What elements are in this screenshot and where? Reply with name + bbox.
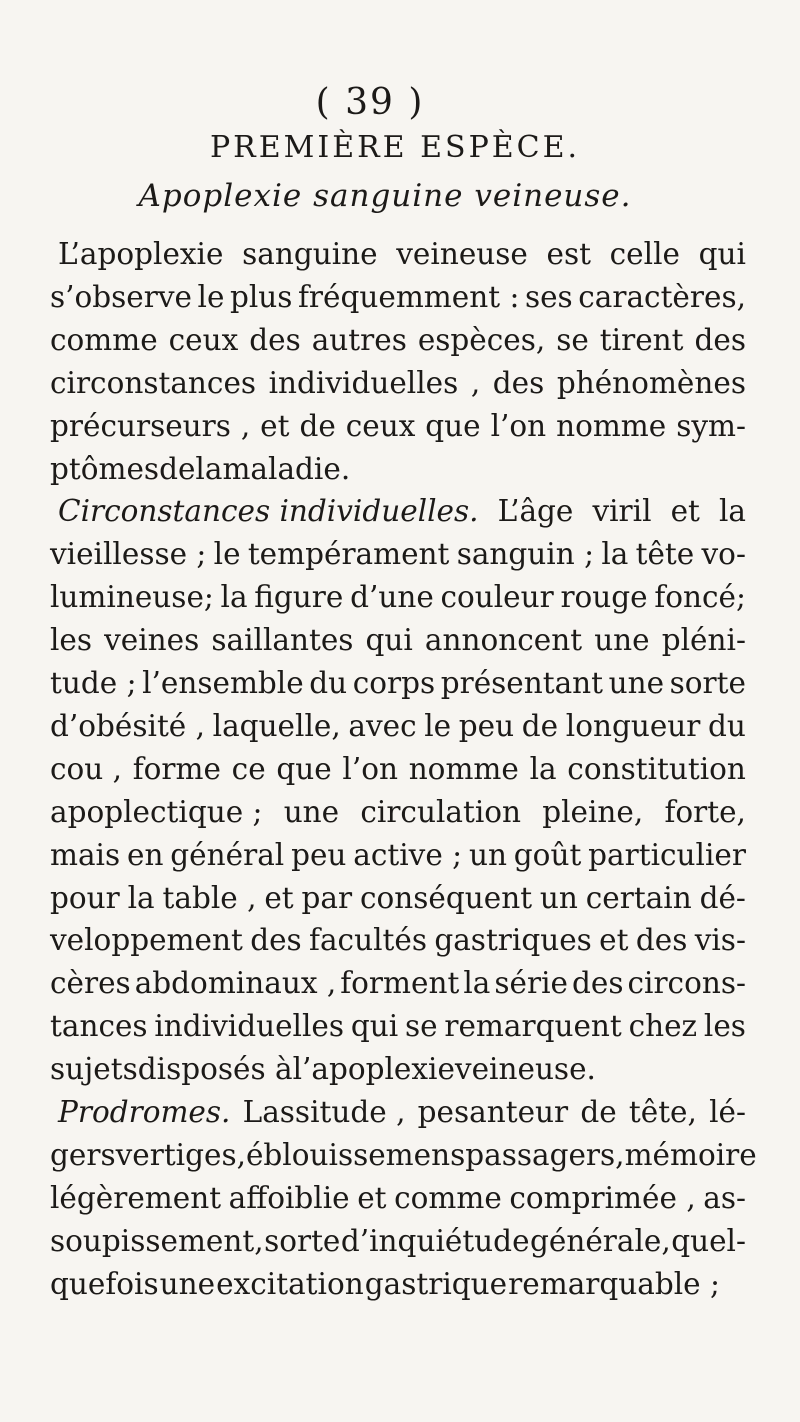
word: veineuse. [454, 1052, 596, 1087]
word: d’inquiétude [340, 1223, 530, 1258]
text-line [0, 793, 800, 831]
text-line [0, 836, 800, 874]
word: d’obésité , [50, 708, 206, 743]
word: peu [458, 708, 515, 743]
word: qui [365, 623, 413, 658]
text-line [0, 1007, 800, 1045]
word: celle [609, 237, 680, 271]
word: facultés [309, 923, 427, 958]
word: la [529, 751, 557, 786]
word: table , [162, 880, 257, 915]
word: cères [50, 966, 131, 1001]
word: sujets [50, 1052, 138, 1087]
word: des [492, 365, 545, 400]
word: couleur [440, 580, 554, 615]
word: longueur [565, 708, 701, 743]
word: un [468, 837, 507, 872]
word: vis- [694, 923, 746, 958]
word: des [250, 923, 302, 958]
word: par [301, 880, 353, 915]
word: gers [50, 1137, 116, 1172]
word: comprimée , [509, 1180, 696, 1215]
word: de [580, 1095, 617, 1129]
word: quefois [50, 1266, 159, 1301]
text-line [0, 578, 800, 616]
word: général [170, 837, 285, 872]
word: mais [50, 837, 121, 872]
word: de [299, 408, 336, 443]
word: foncé; [654, 580, 746, 615]
word: la [601, 537, 629, 572]
text-line [0, 1093, 800, 1131]
section-subtitle: Apoplexie sanguine veineuse. [138, 178, 632, 214]
word: le [424, 708, 452, 743]
word: qui [698, 237, 746, 271]
word: certain [585, 880, 692, 915]
word: comme [394, 1180, 502, 1215]
word: un [539, 880, 578, 915]
word: se [404, 1009, 438, 1044]
word: forme [132, 751, 221, 786]
word: nomme [408, 751, 519, 786]
word: et [670, 494, 700, 529]
word: la [220, 580, 248, 615]
word: phénomènes [556, 365, 746, 400]
word: tête [635, 537, 695, 572]
word: que [276, 751, 332, 786]
word: générale, [529, 1223, 671, 1258]
word: gastrique [364, 1266, 508, 1301]
word: que [425, 408, 481, 443]
word: tude ; [50, 666, 137, 700]
word: la [127, 880, 155, 915]
word: comme [50, 322, 158, 357]
word: veines [104, 623, 200, 658]
word: veloppement [50, 923, 243, 958]
page-number: ( 39 ) [315, 82, 425, 123]
text-line [0, 707, 800, 745]
word: lé- [709, 1095, 746, 1129]
word: de [521, 708, 559, 743]
word: présentant [440, 666, 604, 700]
word: des [635, 923, 688, 958]
word: plus [229, 279, 293, 314]
text-line [0, 664, 800, 702]
word: les [50, 623, 93, 658]
word: le [213, 537, 241, 572]
word: ptômes [50, 451, 160, 486]
word: remarquent [444, 1009, 622, 1044]
text-line [0, 1222, 800, 1260]
word: en [126, 837, 164, 872]
word: précurseurs [50, 408, 231, 443]
word: saillantes [211, 623, 354, 658]
word: tempérament [247, 537, 450, 572]
text-line [0, 750, 800, 788]
text-line [0, 964, 800, 1002]
word: l’apoplexie [292, 1052, 455, 1087]
text-line [0, 364, 800, 402]
word: espèces, [417, 322, 546, 357]
word: autres [311, 322, 407, 357]
word: Lassitude , [242, 1095, 406, 1129]
word: ce [231, 751, 266, 786]
word: quel- [671, 1223, 746, 1258]
word: tances [50, 1009, 148, 1044]
word: passagers, [465, 1137, 625, 1172]
word: qui [350, 1009, 399, 1044]
word: goût [513, 837, 582, 872]
word: active ; [353, 837, 463, 872]
word: sorte [669, 666, 746, 700]
text-line [0, 321, 800, 359]
word: la [463, 966, 491, 1001]
word: soupissement, [50, 1223, 264, 1258]
word: et [357, 1180, 387, 1215]
word: gastriques [434, 923, 592, 958]
word: des [249, 322, 301, 357]
word: l’ensemble [142, 666, 304, 700]
word: L’apoplexie [58, 237, 224, 271]
word: viril [592, 494, 652, 529]
word: figure [254, 580, 344, 615]
word: tête, [628, 1095, 697, 1129]
word: sanguine [242, 237, 378, 271]
word: peu [291, 837, 347, 872]
word: mémoire [624, 1137, 757, 1172]
word: abdominaux , [134, 966, 337, 1001]
text-line [0, 1050, 800, 1088]
section-heading: PREMIÈRE ESPÈCE. [209, 130, 581, 165]
word: sanguin ; [456, 537, 595, 572]
word: forte, [664, 794, 746, 829]
word: pléni- [661, 623, 746, 658]
word: rouge [560, 580, 648, 615]
word: et [264, 880, 294, 915]
word: du [708, 708, 746, 743]
word: sym- [676, 408, 746, 443]
word: circulation [360, 794, 522, 829]
word: la [195, 451, 223, 486]
word: forment [340, 966, 460, 1001]
word: la [718, 494, 746, 529]
word: se [556, 322, 589, 357]
word: individuelles [154, 1009, 345, 1044]
word: l’on [490, 408, 547, 443]
word: les [703, 1009, 746, 1044]
word: L’âge [497, 494, 574, 529]
word: circons- [627, 966, 746, 1001]
word: s’observe [50, 279, 192, 314]
word: et [599, 923, 629, 958]
word: d’une [350, 580, 434, 615]
word: avec [348, 708, 417, 743]
word: fréquemment : [298, 279, 520, 314]
word: veineuse [396, 237, 528, 271]
italic-run-in-heading: Prodromes. [58, 1095, 231, 1129]
word: ses [524, 279, 573, 314]
word: chez [628, 1009, 698, 1044]
word: pleine, [542, 794, 644, 829]
word: vieillesse ; [50, 537, 207, 572]
word: sorte [264, 1223, 341, 1258]
word: pour [50, 880, 120, 915]
word: et [260, 408, 290, 443]
text-line [0, 1265, 800, 1303]
word: individuelles [268, 365, 459, 400]
word: maladie. [222, 451, 351, 486]
word: particulier [588, 837, 746, 872]
word: remarquable ; [508, 1266, 720, 1301]
word: une [283, 794, 340, 829]
word: est [546, 237, 591, 271]
word: des [694, 322, 746, 357]
text-line [0, 1179, 800, 1217]
word: du [309, 666, 348, 700]
word: une [159, 1266, 216, 1301]
word: apoplectique ; [50, 794, 263, 829]
word: cou , [50, 751, 123, 786]
word: , [470, 365, 481, 400]
word: circonstances [50, 365, 257, 400]
word: constitution [567, 751, 746, 786]
text-line [0, 1136, 800, 1174]
word: corps [352, 666, 436, 700]
text-line [0, 407, 800, 445]
text-line [0, 492, 800, 530]
text-line [0, 921, 800, 959]
word: l’on [342, 751, 398, 786]
text-line [0, 450, 800, 488]
word: annoncent [424, 623, 583, 658]
text-line [0, 535, 800, 573]
word: dé- [699, 880, 746, 915]
word: lumineuse; [50, 580, 214, 615]
text-line [0, 278, 800, 316]
word: nomme [556, 408, 667, 443]
word: laquelle, [212, 708, 341, 743]
word: , [240, 408, 251, 443]
text-line [0, 235, 800, 273]
word: as- [703, 1180, 746, 1215]
word: des [571, 966, 624, 1001]
text-line [0, 879, 800, 917]
word: vo- [701, 537, 746, 572]
word: ceux [168, 322, 239, 357]
word: caractères, [578, 279, 746, 314]
word: le [197, 279, 225, 314]
word: conséquent [359, 880, 533, 915]
word: ceux [345, 408, 416, 443]
word: disposés à [137, 1052, 293, 1087]
word: excitation [216, 1266, 364, 1301]
word: éblouissemens [245, 1137, 466, 1172]
word: une [608, 666, 665, 700]
word: une [594, 623, 650, 658]
word: de [159, 451, 196, 486]
word: légèrement [50, 1180, 222, 1215]
text-line [0, 621, 800, 659]
word: série [494, 966, 568, 1001]
word: tirent [599, 322, 684, 357]
word: affoiblie [228, 1180, 350, 1215]
italic-run-in-heading: Circonstances individuelles. [58, 494, 479, 529]
word: pesanteur [417, 1095, 569, 1129]
word: vertiges, [115, 1137, 246, 1172]
